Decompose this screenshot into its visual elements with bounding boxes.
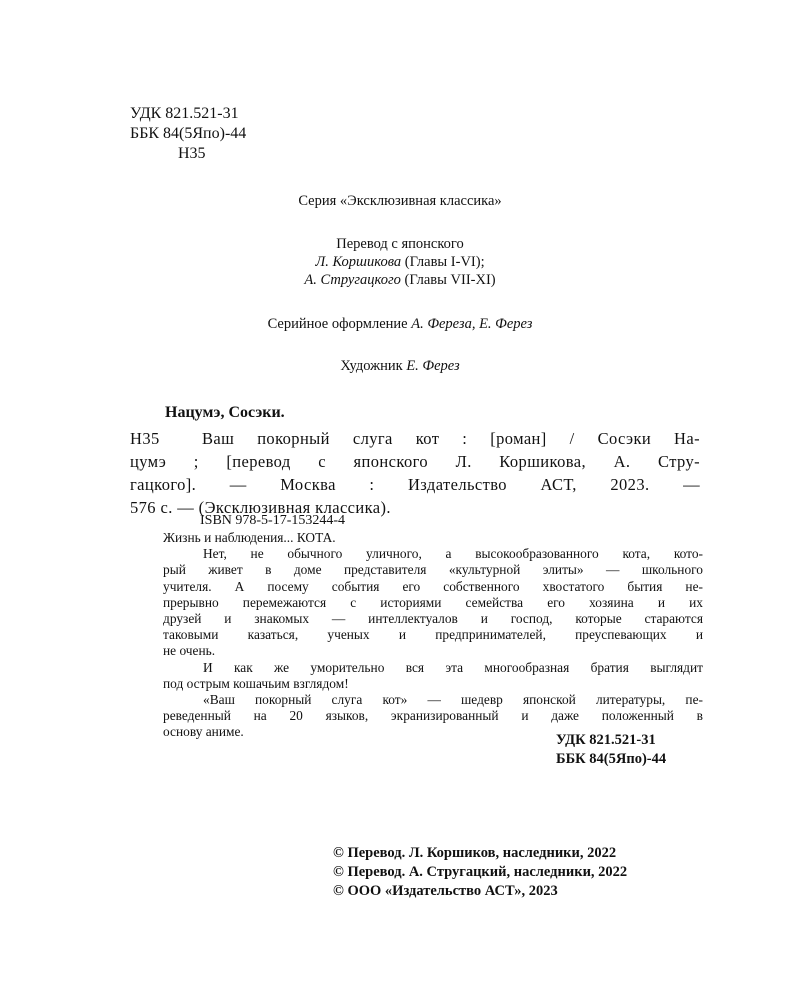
annotation-line: реведенный на 20 языков, экранизированный и даже положенный в — [163, 708, 703, 724]
annotation-line: Жизнь и наблюдения... КОТА. — [163, 530, 336, 545]
footer-codes — [556, 731, 666, 769]
footer-bbk: ББК 84(5Япо)-44 — [556, 751, 667, 767]
biblio-line: Ваш покорный слуга кот : [роман] / Сосэки На- — [202, 429, 700, 448]
biblio-line: гацкого]. — Москва : Издательство АСТ, 2023. — — [130, 475, 700, 494]
translator-2-name: А. Стругацкого — [304, 272, 401, 288]
bbk-code: ББК 84(5Япо)-44 — [130, 125, 247, 142]
series-design-names: А. Фереза, Е. Ферез — [411, 316, 533, 332]
series-design-line — [0, 315, 800, 333]
annotation-line: друзей и знакомых — интеллектуалов и господ, которые стараются — [163, 611, 703, 627]
annotation-line: рый живет в доме представителя «культурной элиты» — школьного — [163, 562, 703, 578]
bibliographic-record — [130, 427, 700, 519]
copyright-line: © Перевод. Л. Коршиков, наследники, 2022 — [333, 845, 617, 861]
copyright-line: © Перевод. А. Стругацкий, наследники, 2022 — [333, 864, 628, 880]
author-mark: Н35 — [178, 145, 206, 162]
biblio-code: Н35 — [130, 429, 160, 448]
annotation-line: прерывно перемежаются с историями семейства его хозяина и их — [163, 594, 703, 610]
udk-code: УДК 821.521-31 — [130, 105, 239, 122]
annotation-line: таковыми казаться, ученых и предпринимателей, преуспевающих и — [163, 627, 703, 643]
artist-name: Е. Ферез — [406, 358, 460, 374]
translator-1 — [0, 253, 800, 271]
artist-line — [0, 357, 800, 375]
translator-1-name: Л. Коршикова — [315, 254, 402, 270]
biblio-line: цумэ ; [перевод с японского Л. Коршикова, А. Стру- — [130, 452, 700, 471]
annotation-line: учителя. А посему события его собственного хвостатого бытия не- — [163, 578, 703, 594]
translation-block — [0, 235, 800, 289]
artist-label: Художник — [340, 358, 407, 374]
footer-udk: УДК 821.521-31 — [556, 732, 656, 748]
biblio-line: 576 с. — (Эксклюзивная классика). — [130, 498, 391, 517]
annotation-line: под острым кошачьим взглядом! — [163, 675, 349, 691]
annotation-line: И как же уморительно вся эта многообразная братия выглядит — [203, 659, 703, 675]
series-design-label: Серийное оформление — [267, 316, 412, 332]
annotation-line: «Ваш покорный слуга кот» — шедевр японской литературы, пе- — [203, 692, 703, 708]
annotation-line: основу аниме. — [163, 724, 244, 740]
author-heading: Нацумэ, Сосэки. — [165, 404, 285, 421]
classification-codes — [130, 104, 246, 164]
translation-intro: Перевод с японского — [336, 236, 464, 252]
isbn: ISBN 978-5-17-153244-4 — [200, 513, 346, 528]
translator-1-chapters: (Главы I-VI); — [401, 254, 485, 270]
copyright-block — [333, 844, 627, 901]
annotation — [163, 530, 703, 741]
translator-2 — [0, 271, 800, 289]
series-line: Серия «Эксклюзивная классика» — [298, 193, 502, 209]
copyright-line: © ООО «Издательство АСТ», 2023 — [333, 883, 558, 899]
annotation-line: не очень. — [163, 643, 216, 659]
annotation-line: Нет, не обычного уличного, а высокообразованного кота, кото- — [203, 546, 703, 562]
translator-2-chapters: (Главы VII-XI) — [400, 272, 496, 288]
